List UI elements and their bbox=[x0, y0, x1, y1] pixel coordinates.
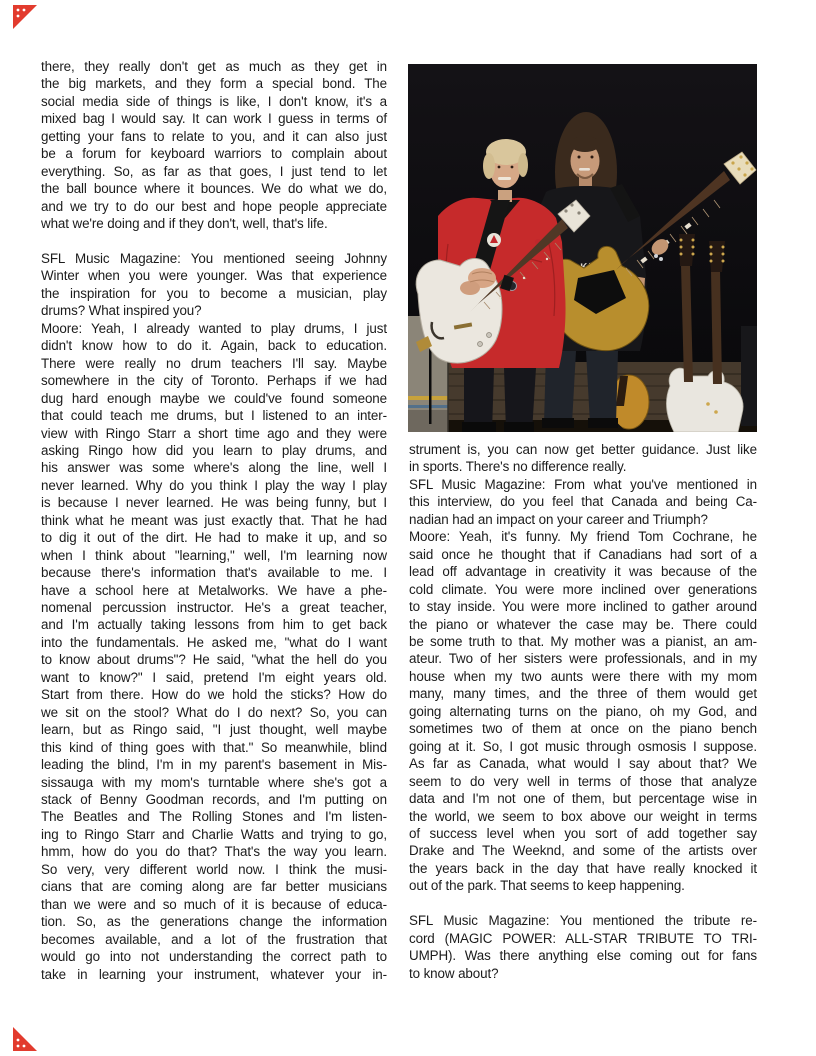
text-line: view with Ringo Starr a short time ago and they were bbox=[41, 425, 387, 441]
text-line: social media side of things is like, I don't know, it's a bbox=[41, 93, 387, 109]
text-line: than we were and so much of it is because of educa- bbox=[41, 896, 387, 912]
text-line: drums? What inspired you? bbox=[41, 303, 202, 319]
text-line: Start from there. How do we hold the sticks? How do bbox=[41, 687, 387, 703]
text-line: never learned. Why do you think I play the way I play bbox=[41, 477, 387, 493]
text-line: have a school here at Metalworks. We have a phe- bbox=[41, 582, 387, 598]
text-line: the piano or whatever the case may be. There could bbox=[409, 616, 757, 632]
text-line: everything. So, as far as that goes, I just tend to let bbox=[41, 163, 387, 179]
text-line: So very, very different world now. I think the musi- bbox=[41, 861, 387, 877]
text-line: there, they really don't get as much as they get in bbox=[41, 59, 387, 74]
text-line: to dig it out of the dirt. He had to make it up, and so bbox=[41, 530, 387, 546]
text-line: when I think about "learning," well, I'm learning now bbox=[41, 547, 387, 563]
text-line: getting your fans to relate to you, and it can also just bbox=[41, 128, 387, 144]
text-line: his answer was some where's along the line, well I bbox=[41, 460, 387, 476]
text-line: out of the park. That seems to keep happening. bbox=[409, 878, 685, 894]
text-line: in sports. There's no difference really. bbox=[409, 459, 627, 475]
text-line: house when my two aunts were there with my mom bbox=[409, 668, 757, 684]
text-line: learn, but as Ringo said, "I just thought, well maybe bbox=[41, 722, 387, 738]
band-photo bbox=[408, 64, 757, 432]
text-line: the inspiration for you to become a musician, play bbox=[41, 285, 387, 301]
text-line: cord (MAGIC POWER: ALL-STAR TRIBUTE TO TRI- bbox=[409, 930, 757, 946]
text-line: to know about drums"? He said, "what the hell do you bbox=[41, 652, 387, 668]
text-line: cians that are coming along are far better musicians bbox=[41, 879, 387, 895]
text-line: going alternating turns on the piano, oh my God, and bbox=[409, 703, 757, 719]
text-line: SFL Music Magazine: You mentioned seeing Johnny bbox=[41, 250, 387, 266]
text-line: seem to do very well in terms of those that analyze bbox=[409, 773, 757, 789]
text-line: leading the blind, I'm in my parent's basement in Mis- bbox=[41, 757, 387, 773]
text-line: sissauga with my mom's turntable where she's got a bbox=[41, 774, 387, 790]
text-line: Winter when you were younger. Was that experience bbox=[41, 268, 387, 284]
text-line: be some truth to that. My mother was a pianist, an am- bbox=[409, 633, 757, 649]
text-line: to know about? bbox=[409, 965, 499, 981]
text-line: UMPH). Was there anything else coming out for fans bbox=[409, 948, 757, 964]
text-line: lead off advantage in creativity it was because of the bbox=[409, 564, 757, 580]
text-line: hmm, how do you do that? That's the way you learn. bbox=[41, 844, 387, 860]
text-line: nadian had an impact on your career and Triumph? bbox=[409, 511, 708, 527]
text-line: what we're doing and if they don't, well, that's life. bbox=[41, 216, 328, 232]
text-line: the world, we seem to box above our weight in terms bbox=[409, 808, 757, 824]
text-line: sometimes two of them at once on the piano bench bbox=[409, 721, 757, 737]
text-line: Moore: Yeah, it's funny. My friend Tom Cochrane, he bbox=[409, 529, 757, 545]
text-line: going at it. So, I got music through osmosis I suppose. bbox=[409, 738, 757, 754]
text-line: take in learning your instrument, whatever your in- bbox=[41, 966, 387, 982]
text-line: Moore: Yeah, I already wanted to play drums, I just bbox=[41, 320, 387, 336]
text-line: asking Ringo how did you learn to play drums, and bbox=[41, 442, 387, 458]
text-line: stack of Benny Goodman records, and I'm putting on bbox=[41, 792, 387, 808]
text-line: and I'm actually taking lessons from him to get back bbox=[41, 617, 387, 633]
text-line: strument is, you can now get better guidance. Just like bbox=[409, 442, 757, 457]
page-corner-mark-bottom-left bbox=[13, 1027, 37, 1051]
text-line: SFL Music Magazine: From what you've mentioned in bbox=[409, 476, 757, 492]
text-line: want to know?" I said, pretend I'm eight years old. bbox=[41, 669, 387, 685]
text-line: of success level when you sort of add together say bbox=[409, 825, 757, 841]
text-line: ing to Ringo Starr and Charlie Watts and trying to go, bbox=[41, 826, 387, 842]
text-line: to stay inside. You were more inclined to gather around bbox=[409, 599, 757, 615]
text-line: this kind of thing goes with that." So meanwhile, blind bbox=[41, 739, 387, 755]
text-line: and we try to do our best and hope people appreciate bbox=[41, 198, 387, 214]
text-line: said once he thought that if Canadians had sort of a bbox=[409, 546, 757, 562]
text-line: into the fundamentals. He asked me, "what do I want bbox=[41, 634, 387, 650]
text-line: cold climate. You were more inclined over generations bbox=[409, 581, 757, 597]
text-line: tion. So, as the generations change the information bbox=[41, 914, 387, 930]
left-text-column bbox=[41, 58, 387, 983]
text-line: ateur. Two of her sisters were professionals, and in my bbox=[409, 651, 757, 667]
text-line: The Beatles and The Rolling Stones and I'm listen- bbox=[41, 809, 387, 825]
text-line: somewhere in the city of Toronto. Perhaps if we had bbox=[41, 373, 387, 389]
text-line: this interview, do you feel that Canada and being Ca- bbox=[409, 494, 757, 510]
band-photo-graphic bbox=[408, 64, 757, 432]
text-line: we sit on the stool? What do I do next? So, you can bbox=[41, 704, 387, 720]
text-line: is because I never learned. He was being funny, but I bbox=[41, 495, 387, 511]
text-line: As far as Canada, what would I say about that? We bbox=[409, 756, 757, 772]
text-line: many, many times, and the three of them would get bbox=[409, 686, 757, 702]
text-line: the ball bounce where it bounces. We do what we do, bbox=[41, 181, 387, 197]
page-corner-mark-top-left bbox=[13, 5, 37, 29]
text-line: the big markets, and they form a special bond. The bbox=[41, 76, 387, 92]
text-line: SFL Music Magazine: You mentioned the tribute re- bbox=[409, 913, 757, 929]
text-line: would go into not understanding the correct path to bbox=[41, 949, 387, 965]
text-line: think what he meant was just exactly that. That he had bbox=[41, 512, 387, 528]
text-line: mixed bag I would say. It can work I guess in terms of bbox=[41, 111, 387, 127]
text-line: the years back in the day that have really knocked it bbox=[409, 860, 757, 876]
text-line: Drake and The Weeknd, and some of the artists over bbox=[409, 843, 757, 859]
text-line: becomes available, and a lot of the frustration that bbox=[41, 931, 387, 947]
text-line: that could teach me drums, but I listened to an inter- bbox=[41, 408, 387, 424]
text-line: data and I'm not one of them, but percentage wise in bbox=[409, 791, 757, 807]
right-text-column bbox=[409, 441, 757, 982]
stage-amp bbox=[741, 326, 757, 426]
text-line: nomenal percussion instructor. He's a great teacher, bbox=[41, 600, 387, 616]
text-line: didn't know how to do it. Again, back to education. bbox=[41, 338, 387, 354]
text-line: dug hard enough maybe we could've found someone bbox=[41, 390, 387, 406]
text-line: because there's information that's available to me. I bbox=[41, 565, 387, 581]
text-line: be a forum for keyboard warriors to complain about bbox=[41, 146, 387, 162]
text-line: There were really no drum teachers I'll say. Maybe bbox=[41, 355, 387, 371]
